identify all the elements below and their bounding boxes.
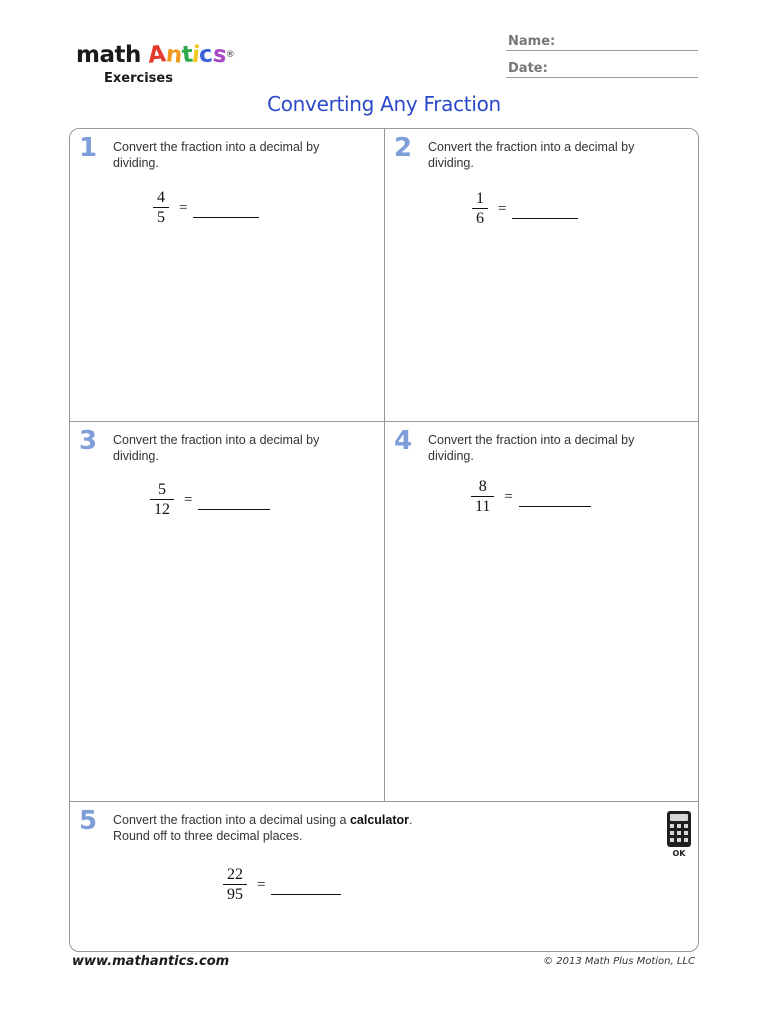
problem-equation bbox=[153, 189, 259, 228]
answer-blank[interactable] bbox=[193, 203, 259, 218]
logo-letter: A bbox=[147, 41, 167, 69]
footer-copyright: © 2013 Math Plus Motion, LLC bbox=[543, 956, 695, 967]
problem-2-cell bbox=[385, 129, 699, 421]
problem-equation bbox=[150, 481, 270, 520]
instruction-line-2: Round off to three decimal places. bbox=[113, 829, 303, 843]
problem-number: 1 bbox=[79, 133, 98, 163]
worksheet-grid bbox=[69, 128, 699, 952]
logo-subtitle: Exercises bbox=[104, 71, 173, 86]
problem-3-cell bbox=[70, 422, 384, 801]
problem-equation bbox=[223, 866, 341, 905]
logo-word-antics bbox=[147, 41, 228, 69]
name-field[interactable] bbox=[506, 36, 698, 51]
logo-letter: c bbox=[198, 41, 214, 69]
problem-number: 4 bbox=[394, 426, 413, 456]
problem-5-cell bbox=[70, 802, 699, 952]
fraction bbox=[471, 478, 494, 517]
logo-letter: i bbox=[190, 41, 201, 69]
problem-4-cell bbox=[385, 422, 699, 801]
calculator-icon bbox=[666, 810, 692, 858]
logo-trademark: ® bbox=[225, 50, 235, 60]
equals-sign: = bbox=[498, 201, 507, 217]
fraction bbox=[153, 189, 169, 228]
problem-number: 2 bbox=[394, 133, 413, 163]
answer-blank[interactable] bbox=[512, 204, 578, 219]
problem-1-cell bbox=[70, 129, 384, 421]
fraction-denominator: 6 bbox=[476, 210, 484, 227]
fraction-numerator: 22 bbox=[227, 866, 243, 883]
logo-wordmark bbox=[76, 40, 234, 70]
fraction bbox=[223, 866, 247, 905]
logo-letter: s bbox=[211, 41, 228, 69]
fraction bbox=[150, 481, 174, 520]
problem-instruction: Convert the fraction into a decimal by dividing. bbox=[113, 140, 320, 170]
calculator-label: OK bbox=[672, 849, 686, 858]
math-antics-logo bbox=[76, 40, 235, 90]
footer-url: www.mathantics.com bbox=[72, 954, 230, 969]
fraction-denominator: 12 bbox=[154, 501, 170, 518]
answer-blank[interactable] bbox=[271, 880, 341, 895]
fraction-numerator: 1 bbox=[476, 190, 484, 207]
problem-instruction bbox=[113, 812, 533, 844]
problem-equation bbox=[472, 190, 578, 229]
fraction bbox=[472, 190, 488, 229]
problem-instruction: Convert the fraction into a decimal by dividing. bbox=[113, 433, 320, 463]
equals-sign: = bbox=[184, 492, 193, 508]
fraction-numerator: 8 bbox=[478, 478, 487, 495]
fraction-denominator: 95 bbox=[227, 886, 243, 903]
page-title: Converting Any Fraction bbox=[267, 92, 501, 116]
logo-word-math: math bbox=[76, 42, 141, 68]
problem-number: 5 bbox=[79, 806, 98, 836]
instruction-emphasis: calculator bbox=[349, 813, 409, 827]
problem-instruction: Convert the fraction into a decimal by dividing. bbox=[428, 140, 635, 170]
instruction-text: Convert the fraction into a decimal using a bbox=[113, 813, 350, 827]
answer-blank[interactable] bbox=[198, 495, 270, 510]
equals-sign: = bbox=[179, 200, 188, 216]
answer-blank[interactable] bbox=[519, 492, 591, 507]
problem-number: 3 bbox=[79, 426, 98, 456]
fraction-denominator: 11 bbox=[475, 498, 491, 515]
logo-letter: t bbox=[180, 41, 194, 69]
problem-equation bbox=[471, 478, 591, 517]
instruction-text-end: . bbox=[409, 813, 413, 827]
date-field[interactable] bbox=[506, 63, 698, 78]
equals-sign: = bbox=[257, 877, 266, 893]
equals-sign: = bbox=[504, 489, 513, 505]
logo-letter: n bbox=[164, 41, 183, 69]
fraction-numerator: 4 bbox=[157, 189, 165, 206]
fraction-numerator: 5 bbox=[158, 481, 166, 498]
problem-instruction: Convert the fraction into a decimal by dividing. bbox=[428, 433, 635, 463]
fraction-denominator: 5 bbox=[157, 209, 165, 226]
name-label: Name: bbox=[508, 34, 556, 49]
date-label: Date: bbox=[508, 61, 548, 76]
